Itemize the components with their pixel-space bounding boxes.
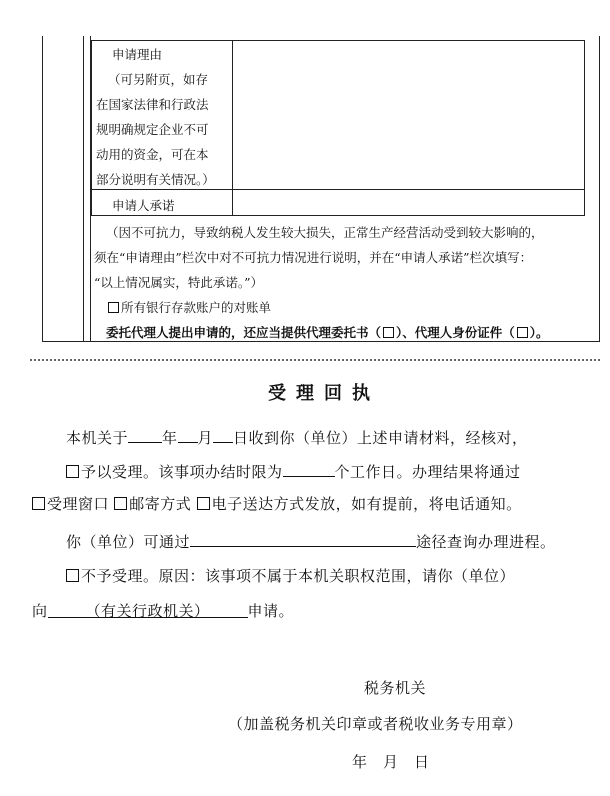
agent-note-text: ）、代理人身份证件（: [396, 325, 515, 340]
power-of-attorney-checkbox[interactable]: [383, 327, 394, 338]
receipt-text: 向: [32, 602, 48, 620]
reject-checkbox[interactable]: [66, 569, 79, 582]
reason-note-line: 部分说明有关情况。）: [96, 172, 215, 187]
agent-note-text: 委托代理人提出申请的，还应当提供代理委托书（: [106, 325, 382, 340]
agent-id-checkbox[interactable]: [517, 327, 528, 338]
receipt-text: 予以受理。该事项办结时限为: [81, 463, 283, 481]
commit-value-cell[interactable]: [233, 190, 581, 213]
receipt-title: 受理回执: [268, 383, 380, 404]
receipt-text: 电子送达方式发放，如有提前，将电话通知。: [211, 495, 522, 513]
receipt-line-received: [66, 426, 528, 448]
reason-note-line: 动用的资金，可在本: [96, 147, 209, 162]
receipt-line-accept: [66, 460, 521, 482]
force-majeure-note-line: “以上情况属实，特此承诺。”）: [94, 275, 264, 290]
receipt-text: 途径查询办理进程。: [416, 533, 556, 551]
receipt-text: 个工作日。办理结果将通过: [334, 463, 521, 481]
cut-line: [30, 359, 600, 361]
reason-label: 申请理由: [112, 47, 163, 62]
receipt-line-reject: [66, 566, 515, 586]
force-majeure-note-line: 须在“申请理由”栏次中对不可抗力情况进行说明，并在“申请人承诺”栏次填写：: [94, 250, 533, 265]
query-channel-blank[interactable]: [190, 530, 416, 547]
receipt-date: 年 月 日: [352, 753, 430, 771]
commit-label: 申请人承诺: [112, 198, 175, 213]
bank-statement-item: [106, 299, 271, 316]
seal-note: （加盖税务机关印章或者税收业务专用章）: [228, 715, 523, 733]
agency-blank[interactable]: [48, 601, 248, 618]
receipt-text: 申请。: [247, 602, 295, 620]
mail-checkbox[interactable]: [114, 497, 127, 510]
receipt-text: 邮寄方式: [129, 495, 192, 513]
month-blank[interactable]: [178, 426, 198, 443]
reason-note-line: 在国家法律和行政法: [96, 97, 209, 112]
receipt-text: 本机关于: [66, 429, 129, 447]
receipt-line-redirect: [32, 601, 294, 621]
working-days-blank[interactable]: [283, 460, 335, 477]
agent-note-text: ）。: [529, 325, 549, 340]
reason-value-cell[interactable]: [233, 41, 581, 188]
receipt-text: 年: [162, 429, 178, 447]
receipt-text: 不予受理。原因：该事项不属于本机关职权范围，请你（单位）: [81, 567, 516, 585]
bank-statement-label: 所有银行存款账户的对账单: [121, 300, 272, 315]
counter-window-checkbox[interactable]: [32, 497, 45, 510]
receipt-text: 日收到你（单位）上述申请材料，经核对，: [233, 429, 528, 447]
reason-note-line: （可另附页，如存: [108, 72, 209, 87]
receipt-text: 月: [197, 429, 214, 447]
table-column-divider: [83, 36, 84, 341]
electronic-delivery-checkbox[interactable]: [197, 497, 210, 510]
receipt-line-query: [66, 530, 556, 552]
receipt-text: 你（单位）可通过: [66, 533, 191, 551]
reason-note-line: 规明确规定企业不可: [96, 122, 209, 137]
agency-fill-text: （有关行政机关）: [85, 602, 210, 620]
tax-office-label: 税务机关: [364, 679, 427, 697]
agent-documents-note: [106, 324, 549, 341]
accept-checkbox[interactable]: [66, 465, 79, 478]
receipt-line-delivery: [32, 494, 522, 514]
force-majeure-note-line: （因不可抗力，导致纳税人发生较大损失，正常生产经营活动受到较大影响的，: [106, 225, 544, 240]
bank-statement-checkbox[interactable]: [108, 302, 119, 313]
day-blank[interactable]: [213, 426, 233, 443]
receipt-text: 受理窗口: [47, 495, 110, 513]
year-blank[interactable]: [128, 426, 162, 443]
